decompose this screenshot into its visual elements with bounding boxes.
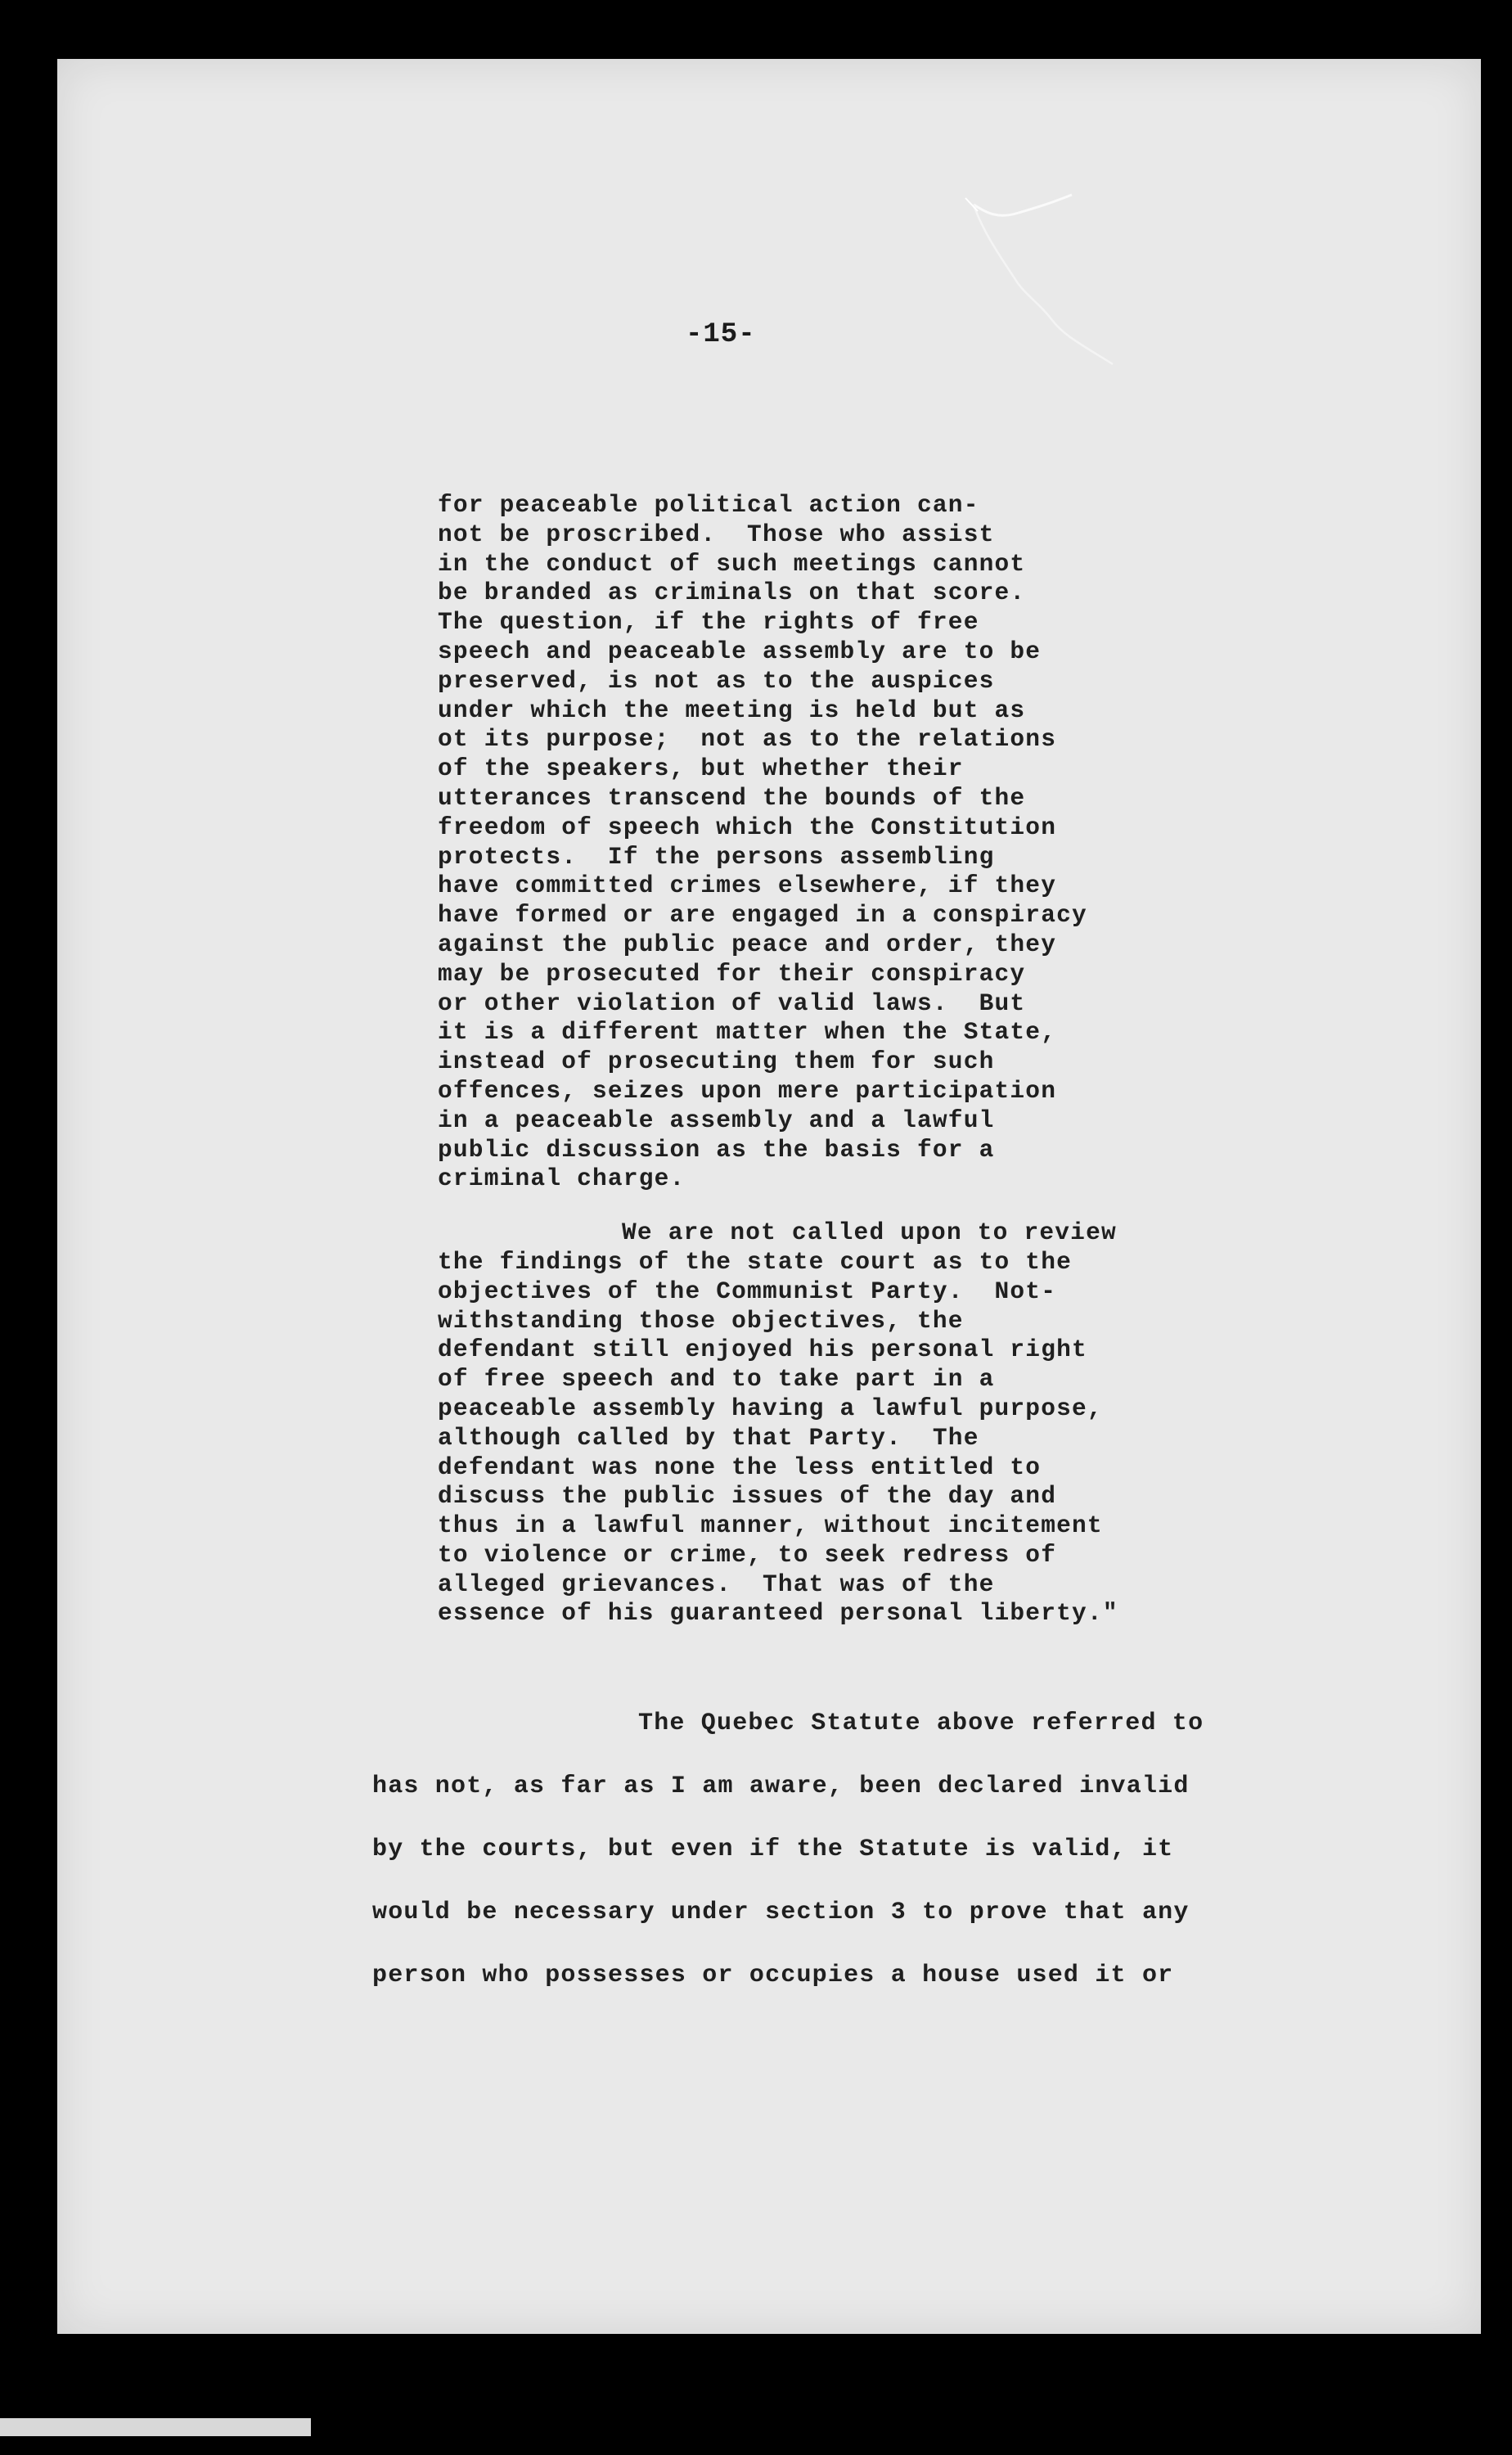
text-line: have formed or are engaged in a conspiracy xyxy=(438,901,1087,930)
page-number: -15- xyxy=(686,319,756,350)
film-edge-strip xyxy=(0,2418,311,2436)
text-line: withstanding those objectives, the xyxy=(438,1306,964,1335)
text-line: The question, if the rights of free xyxy=(438,608,979,637)
body-paragraph xyxy=(372,1692,1354,2007)
text-line: ot its purpose; not as to the relations xyxy=(438,725,1057,754)
text-line: be branded as criminals on that score. xyxy=(438,579,1026,607)
text-line: in a peaceable assembly and a lawful xyxy=(438,1106,995,1134)
pen-scribble-mark xyxy=(949,180,1162,376)
text-line: of free speech and to take part in a xyxy=(438,1365,995,1394)
quote-paragraph-1 xyxy=(438,491,1297,1194)
text-line: have committed crimes elsewhere, if they xyxy=(438,872,1057,900)
text-line: The Quebec Statute above referred to xyxy=(638,1709,1204,1737)
block-quote xyxy=(438,491,1297,1628)
text-line: may be prosecuted for their conspiracy xyxy=(438,959,1026,988)
text-line: although called by that Party. The xyxy=(438,1423,979,1452)
text-line: objectives of the Communist Party. Not- xyxy=(438,1277,1057,1305)
text-line: freedom of speech which the Constitution xyxy=(438,813,1057,841)
text-line: speech and peaceable assembly are to be xyxy=(438,637,1042,665)
text-line: alleged grievances. That was of the xyxy=(438,1570,995,1598)
text-line: the findings of the state court as to the xyxy=(438,1247,1073,1276)
text-line: or other violation of valid laws. But xyxy=(438,989,1026,1017)
text-line: under which the meeting is held but as xyxy=(438,696,1026,724)
text-line: thus in a lawful manner, without incitement xyxy=(438,1511,1103,1540)
text-line: it is a different matter when the State, xyxy=(438,1018,1057,1047)
text-line: defendant still enjoyed his personal right xyxy=(438,1336,1087,1364)
text-line: in the conduct of such meetings cannot xyxy=(438,549,1026,578)
text-line: to violence or crime, to seek redress of xyxy=(438,1540,1057,1569)
text-line: offences, seizes upon mere participation xyxy=(438,1076,1057,1105)
text-line: essence of his guaranteed personal liberty." xyxy=(438,1599,1118,1628)
text-line: defendant was none the less entitled to xyxy=(438,1453,1042,1481)
text-line: against the public peace and order, they xyxy=(438,930,1057,958)
text-line: would be necessary under section 3 to prove that any xyxy=(372,1899,1190,1926)
text-line: not be proscribed. Those who assist xyxy=(438,520,995,548)
text-line: for peaceable political action can- xyxy=(438,491,979,519)
text-line: protects. If the persons assembling xyxy=(438,842,995,871)
text-line: instead of prosecuting them for such xyxy=(438,1047,995,1076)
text-line: person who possesses or occupies a house used it or xyxy=(372,1962,1174,1989)
quote-paragraph-2 xyxy=(438,1218,1297,1628)
text-line: preserved, is not as to the auspices xyxy=(438,666,995,695)
text-line: public discussion as the basis for a xyxy=(438,1135,995,1164)
text-line: of the speakers, but whether their xyxy=(438,755,964,783)
text-line: by the courts, but even if the Statute is valid, it xyxy=(372,1836,1174,1863)
text-line: discuss the public issues of the day and xyxy=(438,1482,1057,1511)
text-line: We are not called upon to review xyxy=(622,1218,1117,1247)
text-line: utterances transcend the bounds of the xyxy=(438,783,1026,812)
text-line: criminal charge. xyxy=(438,1164,686,1193)
text-line: peaceable assembly having a lawful purpose, xyxy=(438,1394,1103,1422)
text-line: has not, as far as I am aware, been declared invalid xyxy=(372,1773,1190,1800)
